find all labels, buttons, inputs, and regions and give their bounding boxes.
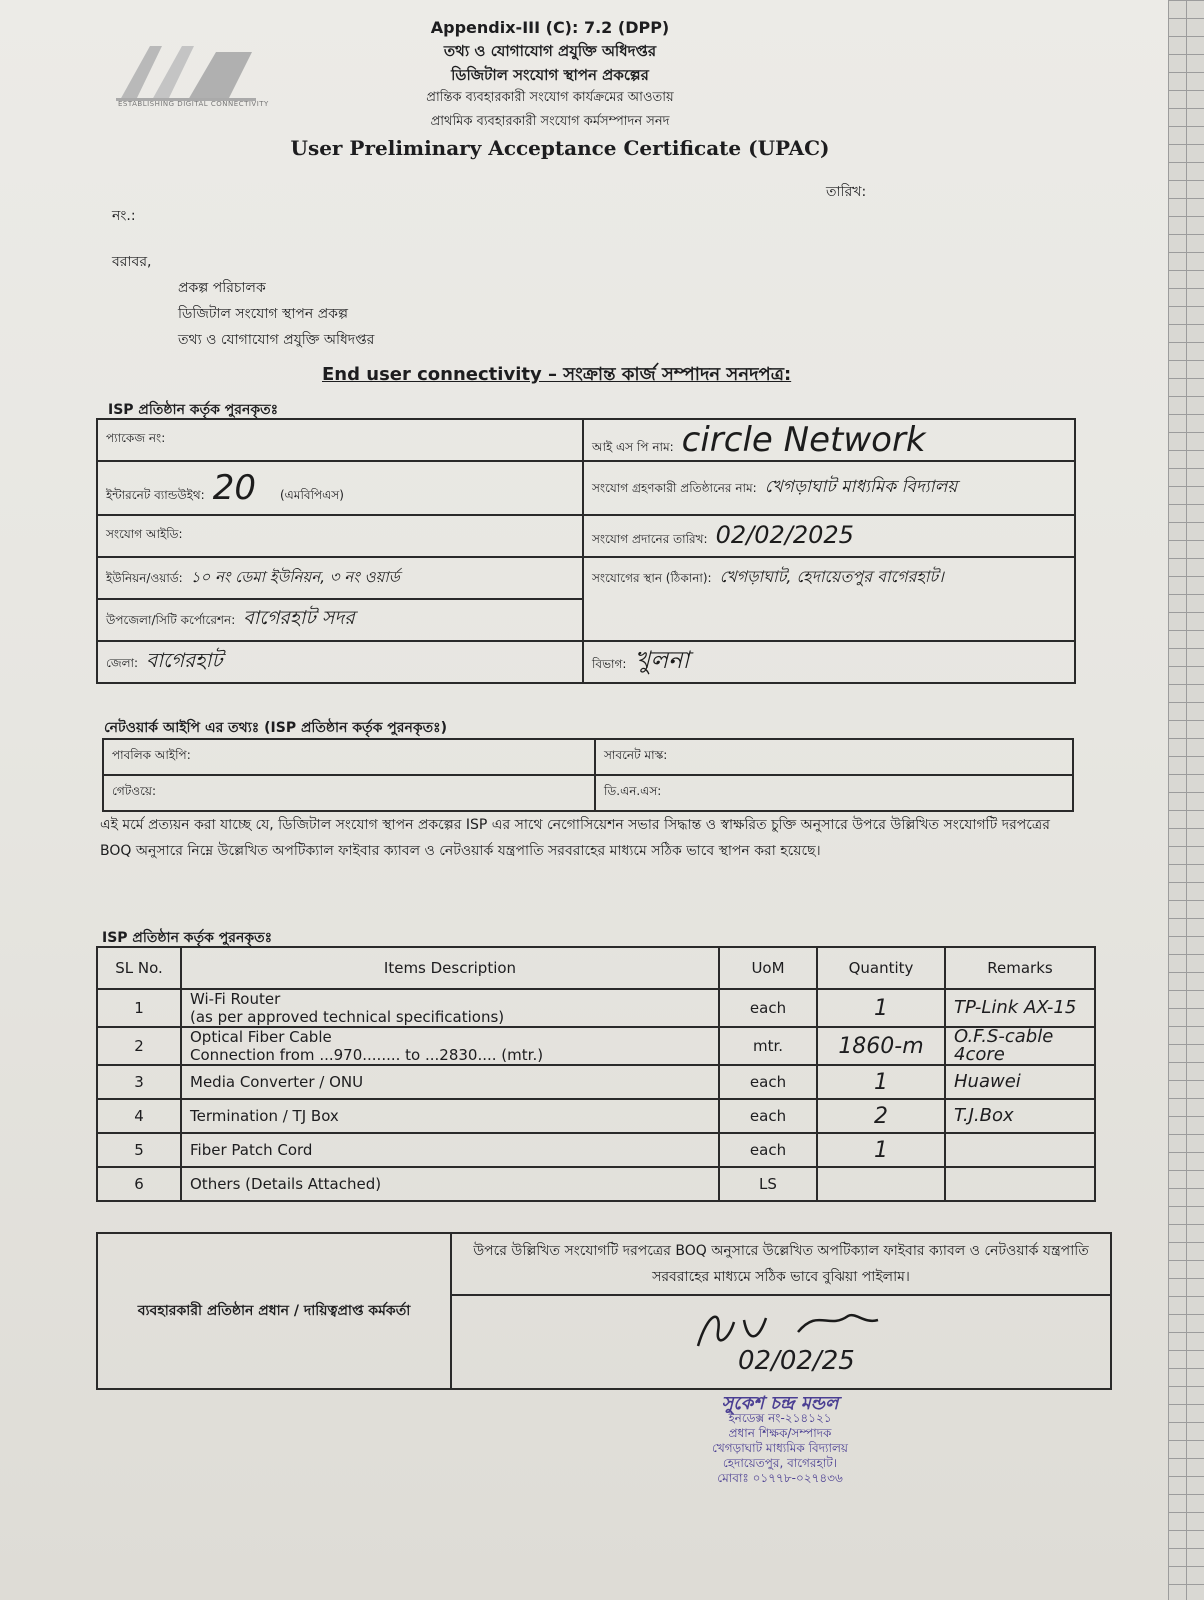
union-value: ১০ নং ডেমা ইউনিয়ন, ৩ নং ওয়ার্ড (190, 567, 400, 586)
item-uom: each (719, 1099, 817, 1133)
location-cell: সংযোগের স্থান (ঠিকানা): খেগড়াঘাট, হেদায়েতপুর বাগেরহাট। (583, 557, 1075, 641)
receiver-cell: সংযোগ গ্রহণকারী প্রতিষ্ঠানের নাম: খেগড়াঘাট মাধ্যমিক বিদ্যালয় (583, 461, 1075, 515)
items-table (96, 946, 1096, 1202)
stamp-name: সুকেশ চন্দ্র মন্ডল (721, 1393, 839, 1414)
item-quantity: 1860-m (817, 1027, 945, 1065)
network-ip-table (102, 738, 1074, 812)
isp-name-value: circle Network (681, 420, 926, 460)
stamp-title: প্রধান শিক্ষক/সম্পাদক (728, 1426, 832, 1440)
item-uom: each (719, 1133, 817, 1167)
item-uom: LS (719, 1167, 817, 1201)
network-section-heading: নেটওয়ার্ক আইপি এর তথ্যঃ (ISP প্রতিষ্ঠান কর্তৃক পুরনকৃতঃ) (104, 720, 448, 736)
table-row (97, 1099, 1095, 1133)
dns-cell: ডি.এন.এস: (595, 775, 1073, 811)
item-sl: 4 (97, 1099, 181, 1133)
table-row (97, 1167, 1095, 1201)
appendix-reference: Appendix-III (C): 7.2 (DPP) (430, 18, 670, 37)
signature-date: 02/02/25 (738, 1346, 855, 1376)
col-sl: SL No. (97, 947, 181, 989)
item-remarks: O.F.S-cable 4core (945, 1027, 1095, 1065)
bandwidth-value: 20 (212, 468, 256, 508)
division-value: খুলনা (634, 646, 690, 674)
signature-box (96, 1232, 1112, 1390)
table-row (97, 989, 1095, 1027)
table-row (97, 1133, 1095, 1167)
stamp-phone: মোবাঃ ০১৭৭৮-০২৭৪৩৬ (717, 1471, 843, 1485)
item-description: Media Converter / ONU (181, 1065, 719, 1099)
recipient-to: বরাবর, (112, 254, 152, 270)
item-uom: each (719, 989, 817, 1027)
item-quantity: 1 (817, 989, 945, 1027)
item-remarks: Huawei (945, 1065, 1095, 1099)
item-quantity: 1 (817, 1133, 945, 1167)
header-line-2: ডিজিটাল সংযোগ স্থাপন প্রকল্পের (451, 66, 649, 84)
item-description: Optical Fiber Cable Connection from ...970........ to ...2830.... (mtr.) (181, 1027, 719, 1065)
isp-section-heading: ISP প্রতিষ্ঠান কর্তৃক পুরনকৃতঃ (108, 402, 279, 418)
signatory-label: ব্যবহারকারী প্রতিষ্ঠান প্রধান / দায়িত্বপ্রাপ্ত কর্মকর্তা (98, 1234, 452, 1388)
upazila-value: বাগেরহাট সদর (243, 607, 355, 629)
item-sl: 1 (97, 989, 181, 1027)
col-description: Items Description (181, 947, 719, 989)
item-uom: mtr. (719, 1027, 817, 1065)
section-title: End user connectivity – সংক্রান্ত কার্জ সম্পাদন সনদপত্র: (322, 364, 792, 385)
declaration-paragraph: এই মর্মে প্রত্যয়ন করা যাচ্ছে যে, ডিজিটাল সংযোগ স্থাপন প্রকল্পের ISP এর সাথে নেগোসিয়েশন সভার সিদ্ধান্ত ও স্বাক্ষরিত চুক্তি অনুসারে উপরে উল্লিখিত সংযোগটি দরপত্রের BOQ অনুসারে নিম্নে উল্লেখিত অপটিক্যাল ফাইবার ক্যাবল ও নেটওয়ার্ক যন্ত্রপাতি সরবরাহের মাধ্যমে সঠিক ভাবে স্থাপন করা হয়েছে। (100, 817, 1050, 859)
date-label: তারিখ: (826, 184, 867, 200)
certificate-title: User Preliminary Acceptance Certificate (UPAC) (290, 136, 830, 160)
logo-caption: ESTABLISHING DIGITAL CONNECTIVITY (118, 100, 269, 108)
union-cell: ইউনিয়ন/ওয়ার্ড: ১০ নং ডেমা ইউনিয়ন, ৩ নং ওয়ার্ড (97, 557, 583, 599)
item-description: Others (Details Attached) (181, 1167, 719, 1201)
upazila-cell: উপজেলা/সিটি কর্পোরেশন: বাগেরহাট সদর (97, 599, 583, 641)
district-value: বাগেরহাট (146, 647, 223, 672)
item-quantity: 2 (817, 1099, 945, 1133)
stamp-index: ইনডেক্স নং-২১৪১২১ (728, 1411, 832, 1425)
district-cell: জেলা: বাগেরহাট (97, 641, 583, 683)
official-stamp (660, 1393, 900, 1486)
item-quantity (817, 1167, 945, 1201)
table-row (97, 1065, 1095, 1099)
item-sl: 5 (97, 1133, 181, 1167)
gateway-cell: গেটওয়ে: (103, 775, 595, 811)
graph-paper-background (1168, 0, 1204, 1600)
isp-name-cell: আই এস পি নাম: circle Network (583, 419, 1075, 461)
stamp-address: হেদায়েতপুর, বাগেরহাট। (722, 1456, 838, 1470)
item-uom: each (719, 1065, 817, 1099)
item-sl: 6 (97, 1167, 181, 1201)
item-quantity: 1 (817, 1065, 945, 1099)
item-description: Fiber Patch Cord (181, 1133, 719, 1167)
col-uom: UoM (719, 947, 817, 989)
header-line-3: প্রান্তিক ব্যবহারকারী সংযোগ কার্যক্রমের আওতায় (426, 90, 674, 105)
header-line-1: তথ্য ও যোগাযোগ প্রযুক্তি অধিদপ্তর (443, 42, 657, 60)
item-sl: 3 (97, 1065, 181, 1099)
connection-date-value: 02/02/2025 (715, 521, 854, 549)
item-remarks: TP-Link AX-15 (945, 989, 1095, 1027)
public-ip-cell: পাবলিক আইপি: (103, 739, 595, 775)
item-remarks (945, 1167, 1095, 1201)
package-cell: প্যাকেজ নং: (97, 419, 583, 461)
isp-info-table (96, 418, 1076, 684)
edc-logo (112, 36, 262, 108)
item-sl: 2 (97, 1027, 181, 1065)
connection-id-cell: সংযোগ আইডি: (97, 515, 583, 557)
table-row (97, 1027, 1095, 1065)
number-label: নং.: (112, 208, 136, 224)
division-cell: বিভাগ: খুলনা (583, 641, 1075, 683)
stamp-school: খেগড়াঘাট মাধ্যমিক বিদ্যালয় (712, 1441, 848, 1455)
item-description: Wi-Fi Router (as per approved technical specifications) (181, 989, 719, 1027)
recipient-line-1: প্রকল্প পরিচালক (178, 280, 266, 296)
connection-date-cell: সংযোগ প্রদানের তারিখ: 02/02/2025 (583, 515, 1075, 557)
items-section-heading: ISP প্রতিষ্ঠান কর্তৃক পুরনকৃতঃ (102, 930, 273, 946)
recipient-line-2: ডিজিটাল সংযোগ স্থাপন প্রকল্প (178, 306, 348, 322)
bandwidth-cell: ইন্টারনেট ব্যান্ডউইথ: 20 (এমবিপিএস) (97, 461, 583, 515)
acceptance-statement: উপরে উল্লিখিত সংযোগটি দরপত্রের BOQ অনুসারে উল্লেখিত অপটিক্যাল ফাইবার ক্যাবল ও নেটওয়ার্ক যন্ত্রপাতি সরবরাহের মাধ্যমে সঠিক ভাবে বুঝিয়া পাইলাম। (452, 1234, 1110, 1296)
item-description: Termination / TJ Box (181, 1099, 719, 1133)
subnet-cell: সাবনেট মাস্ক: (595, 739, 1073, 775)
recipient-line-3: তথ্য ও যোগাযোগ প্রযুক্তি অধিদপ্তর (178, 332, 375, 348)
receiver-value: খেগড়াঘাট মাধ্যমিক বিদ্যালয় (764, 477, 958, 497)
header-line-4: প্রাথমিক ব্যবহারকারী সংযোগ কর্মসম্পাদন সনদ (430, 114, 670, 129)
item-remarks: T.J.Box (945, 1099, 1095, 1133)
col-remarks: Remarks (945, 947, 1095, 989)
item-remarks (945, 1133, 1095, 1167)
location-value: খেগড়াঘাট, হেদায়েতপুর বাগেরহাট। (719, 567, 944, 586)
col-quantity: Quantity (817, 947, 945, 989)
